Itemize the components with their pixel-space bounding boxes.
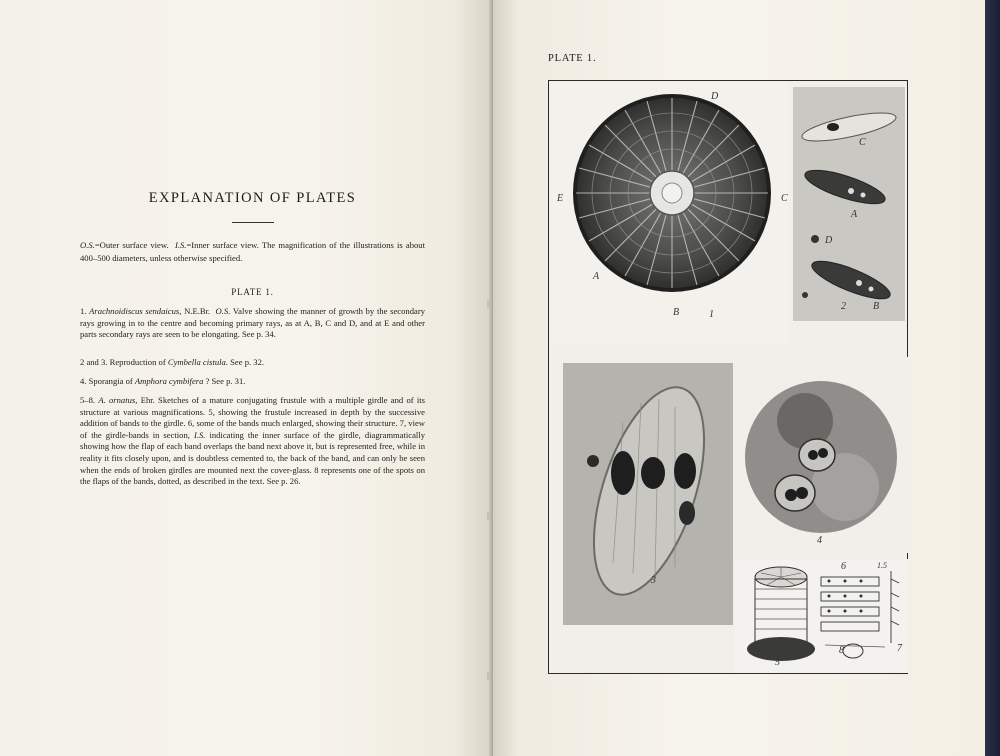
fig2-label-c: C bbox=[859, 137, 866, 148]
fig7-number: 7 bbox=[897, 643, 902, 654]
species-name: A. ornatus, bbox=[98, 395, 138, 405]
intro-is: I.S. bbox=[174, 240, 187, 250]
fig6-number: 6 bbox=[841, 561, 846, 572]
entry-1 bbox=[80, 306, 425, 341]
entry-text-after: ? See p. 31. bbox=[203, 376, 246, 386]
left-page bbox=[0, 0, 493, 756]
binding-stitch bbox=[487, 512, 490, 520]
diatom-disc-illustration bbox=[549, 81, 789, 343]
page-title: EXPLANATION OF PLATES bbox=[148, 190, 357, 206]
figure-5-8-sketches bbox=[735, 559, 909, 673]
fig1-label-c: C bbox=[781, 193, 788, 204]
entry-4 bbox=[80, 395, 425, 488]
species-name: Amphora cymbifera bbox=[134, 376, 204, 386]
entry-text: Valve showing the manner of growth by the secondary rays growing in to the centre and becoming primary rays, as at A, B, C and D, and at E and other parts secondary rays are seen to be elongating. See p. 34. bbox=[80, 306, 425, 340]
plate-label: PLATE 1. bbox=[548, 53, 597, 64]
sporangia-illustration bbox=[735, 357, 909, 553]
entry-number: 2 and 3. bbox=[80, 357, 108, 367]
plate-heading: PLATE 1. bbox=[231, 287, 274, 297]
figure-1-diatom-disc bbox=[549, 81, 789, 343]
fig8-number: 8 bbox=[839, 645, 844, 656]
fig7-scale-label: 1.5 bbox=[877, 561, 887, 570]
fig1-number: 1 bbox=[709, 309, 714, 320]
fig2-label-a: A bbox=[851, 209, 858, 220]
conjugation-illustration bbox=[563, 363, 733, 625]
entry-number: 4. bbox=[80, 376, 87, 386]
entry-text-before: Reproduction of bbox=[107, 357, 168, 367]
entry-number: 5–8. bbox=[80, 395, 96, 405]
entry-3 bbox=[80, 376, 425, 388]
fig2-label-d: D bbox=[825, 235, 833, 246]
species-name: Arachnoidiscus sendaicus, bbox=[89, 306, 182, 316]
fig1-label-a: A bbox=[593, 271, 600, 282]
species-name: Cymbella cistula. bbox=[167, 357, 228, 367]
entry-number: 1. bbox=[80, 306, 87, 316]
author-name: N.E.Br. bbox=[181, 306, 211, 316]
binding-stitch bbox=[487, 672, 490, 680]
view-abbrev: I.S. bbox=[193, 429, 206, 440]
plate-figure bbox=[548, 80, 908, 674]
title-rule bbox=[232, 222, 274, 223]
entry-2 bbox=[80, 357, 425, 369]
fig2-label-b: B bbox=[873, 301, 880, 312]
figure-3-conjugation bbox=[563, 363, 733, 625]
intro-paragraph bbox=[80, 239, 425, 264]
fig4-number: 4 bbox=[817, 535, 822, 546]
book-cover-edge bbox=[985, 0, 1000, 756]
cymbella-illustration bbox=[793, 87, 905, 321]
entry-text-before: Ehr. Sketches of a mature conjugating frustule with a multiple girdle and of its structure at various magnifications. 5, showing the frustule increased in depth by the successive addition of bands to the girdle. 6, some of the bands much enlarged, showing their structure. 7, view of the girdle-bands in section, bbox=[80, 395, 425, 440]
entry-text-after: indicating the inner surface of the girdle, diagrammatically showing how the flap of each band overlaps the band next above it, but is represented free, while in reality it fits closely upon, and is doubtless cemented to, the back of the band, and can only be seen when the ends of broken girdles are mounted next the cover-glass. 8 represents one of the spots on the flaps of the bands, dotted, as described in the text. See p. 26. bbox=[80, 429, 425, 487]
figure-2-cymbella bbox=[793, 87, 905, 321]
fig3-number: 3 bbox=[651, 575, 656, 586]
intro-rest: =Inner surface view. The magnification of the illustrations is about 400–500 diameters, unless otherwise specified. bbox=[80, 240, 425, 263]
intro-os: O.S. bbox=[80, 240, 95, 250]
intro-os-def: =Outer surface view. bbox=[94, 240, 169, 250]
entry-text-after: See p. 32. bbox=[228, 357, 265, 367]
fig1-label-b: B bbox=[673, 307, 680, 318]
entry-text-before: Sporangia of bbox=[86, 376, 135, 386]
figure-4-sporangia bbox=[735, 357, 909, 553]
fig1-label-d: D bbox=[711, 91, 719, 102]
fig5-number: 5 bbox=[775, 657, 780, 668]
fig2-number: 2 bbox=[841, 301, 846, 312]
binding-stitch bbox=[487, 300, 490, 308]
view-abbrev: O.S. bbox=[215, 306, 231, 316]
girdle-sketches bbox=[735, 559, 909, 673]
fig1-label-e: E bbox=[557, 193, 564, 204]
